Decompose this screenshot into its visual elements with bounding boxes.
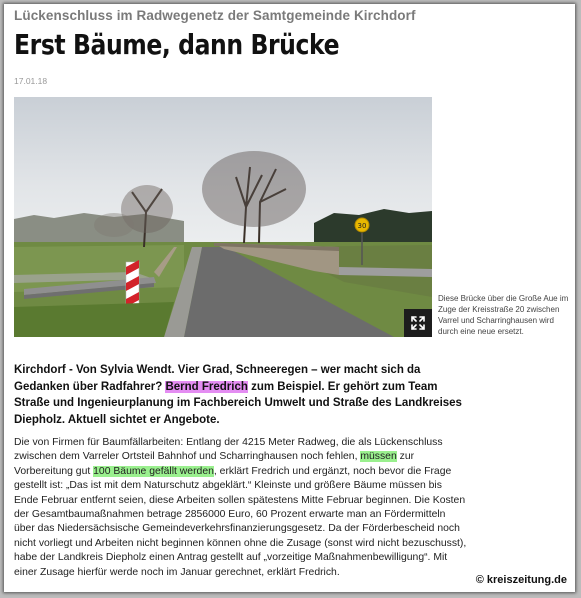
source-credit: © kreiszeitung.de: [475, 574, 567, 586]
photo-caption: Diese Brücke über die Große Aue im Zuge der Kreisstraße 20 zwischen Varrel und Scharringhausen wird durch eine neue ersetzt.: [438, 294, 569, 336]
article-photo[interactable]: [14, 97, 432, 337]
expand-arrows-icon: [411, 316, 425, 330]
body-text-2: zur Vorbereitung gut: [14, 451, 415, 477]
lead-text-2: zum Beispiel. Er gehört zum Team Straße und Ingenieurplanung im Fachbereich Umwelt und Straße des Landkreises Diepholz. Aktuell sichtet er Angebote.: [14, 380, 462, 426]
highlighted-phrase: 100 Bäume gefällt werden: [93, 465, 214, 477]
article-headline: Erst Bäume, dann Brücke: [14, 28, 340, 61]
article-kicker: Lückenschluss im Radwegenetz der Samtgemeinde Kirchdorf: [14, 8, 416, 23]
article-date: 17.01.18: [14, 76, 48, 86]
body-text-1: Die von Firmen für Baumfällarbeiten: Entlang der 4215 Meter Radweg, die als Lückenschluss zwischen dem Varreler Ortsteil Bahnhof und Scharringhausen noch fehlen,: [14, 437, 443, 463]
article-page: [4, 4, 575, 592]
photo-expand-button[interactable]: [404, 309, 432, 337]
article-lead: [14, 362, 466, 428]
bridge-scene-illustration: [14, 97, 432, 337]
highlighted-word: müssen: [360, 451, 397, 463]
lead-text-1: Kirchdorf - Von Sylvia Wendt. Vier Grad, Schneeregen – wer macht sich da Gedanken über Radfahrer?: [14, 364, 421, 393]
highlighted-name: Bernd Fredrich: [165, 380, 248, 393]
body-text-3: , erklärt Fredrich und ergänzt, noch bevor die Frage gestellt ist: „Das ist mit dem Naturschutz abgeklärt.“ Kleinste und größere Bäume müssen bis Ende Februar entfernt seien, diese Arbeiten sollen spätestens Mitte Februar beginnen. Die Kosten der Gesamtbaumaßnahmen betrage 2856000 Euro, 60 Prozent erwarte man an Fördermitteln über das Niedersächsische Gemeindeverkehrsfinanzierungsgesetz. Da der Förderbescheid noch nicht vorliegt und Arbeiten nicht beginnen können ohne die Zusage (sonst wird nicht bezuschusst), habe der Landkreis Diepholz einen Antrag gestellt auf „vorzeitige Maßnahmenbewilligung“. Mit einer Zusage hierfür werde noch im Januar gerechnet, erklärt Fredrich.: [14, 465, 467, 578]
speed-sign-text: 30: [357, 222, 367, 230]
article-body: [14, 436, 469, 580]
